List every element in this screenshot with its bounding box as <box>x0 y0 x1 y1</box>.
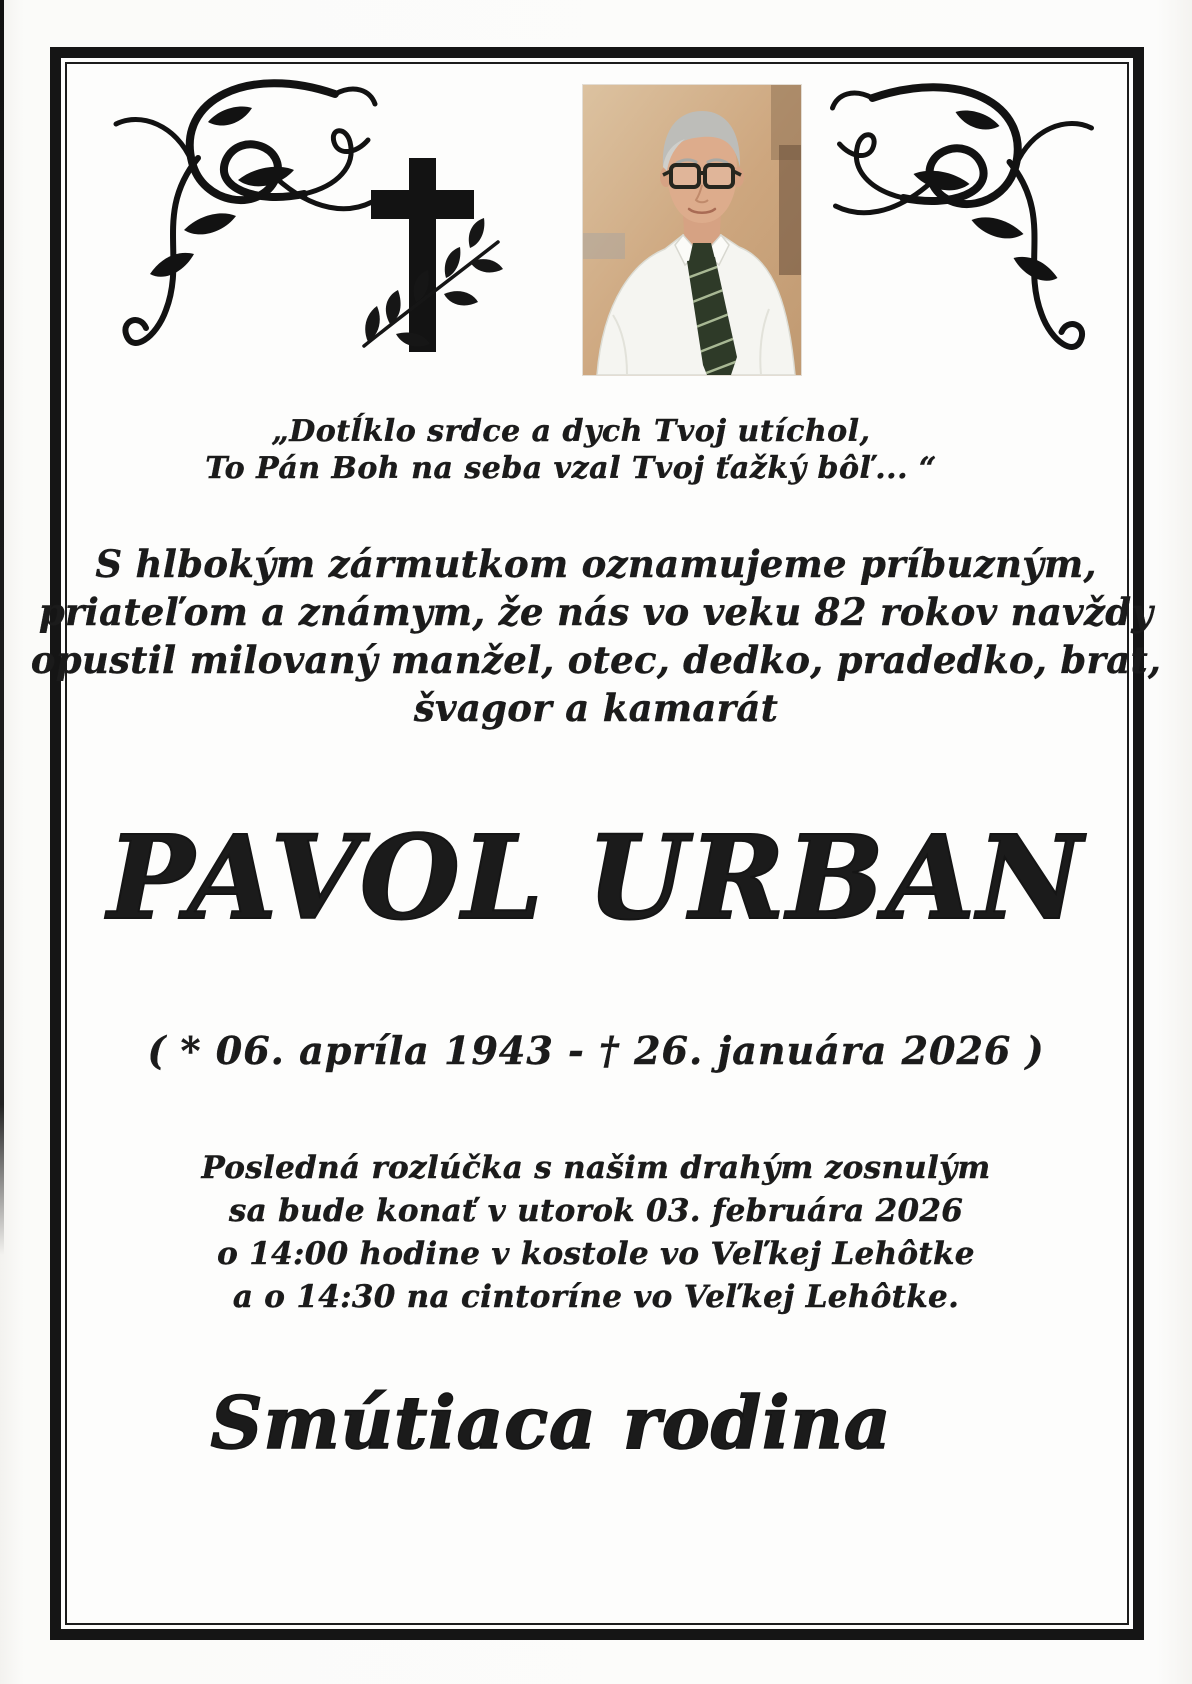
funeral-line: a o 14:30 na cintoríne vo Veľkej Lehôtke. <box>232 1279 960 1315</box>
memorial-quote <box>0 413 1142 487</box>
deceased-portrait-photo <box>583 85 801 375</box>
cross-icon <box>352 148 507 363</box>
announcement-line: priateľom a známym, že nás vo veku 82 rokov navždy <box>38 590 1154 634</box>
funeral-line: o 14:00 hodine v kostole vo Veľkej Lehôtke <box>217 1236 975 1272</box>
mourning-family-signature: Smútiaca rodina <box>210 1380 892 1465</box>
floral-flourish-right-icon <box>822 66 1127 396</box>
floral-flourish-left-icon <box>88 62 378 392</box>
funeral-line: Posledná rozlúčka s našim drahým zosnulým <box>201 1150 991 1186</box>
announcement-line: opustil milovaný manžel, otec, dedko, pradedko, brat, <box>30 638 1162 682</box>
funeral-details <box>0 1147 1192 1319</box>
quote-line: To Pán Boh na seba vzal Tvoj ťažký bôľ... “ <box>205 451 937 486</box>
deceased-name: PAVOL URBAN <box>107 811 1085 946</box>
death-announcement-text <box>0 540 1192 732</box>
birth-death-dates: ( * 06. apríla 1943 - † 26. januára 2026 ) <box>147 1028 1045 1073</box>
quote-line: „Dotĺklo srdce a dych Tvoj utíchol, <box>271 414 871 449</box>
announcement-line: S hlbokým zármutkom oznamujeme príbuzným, <box>95 542 1097 586</box>
announcement-line: švagor a kamarát <box>413 686 779 730</box>
funeral-line: sa bude konať v utorok 03. februára 2026 <box>228 1193 964 1229</box>
